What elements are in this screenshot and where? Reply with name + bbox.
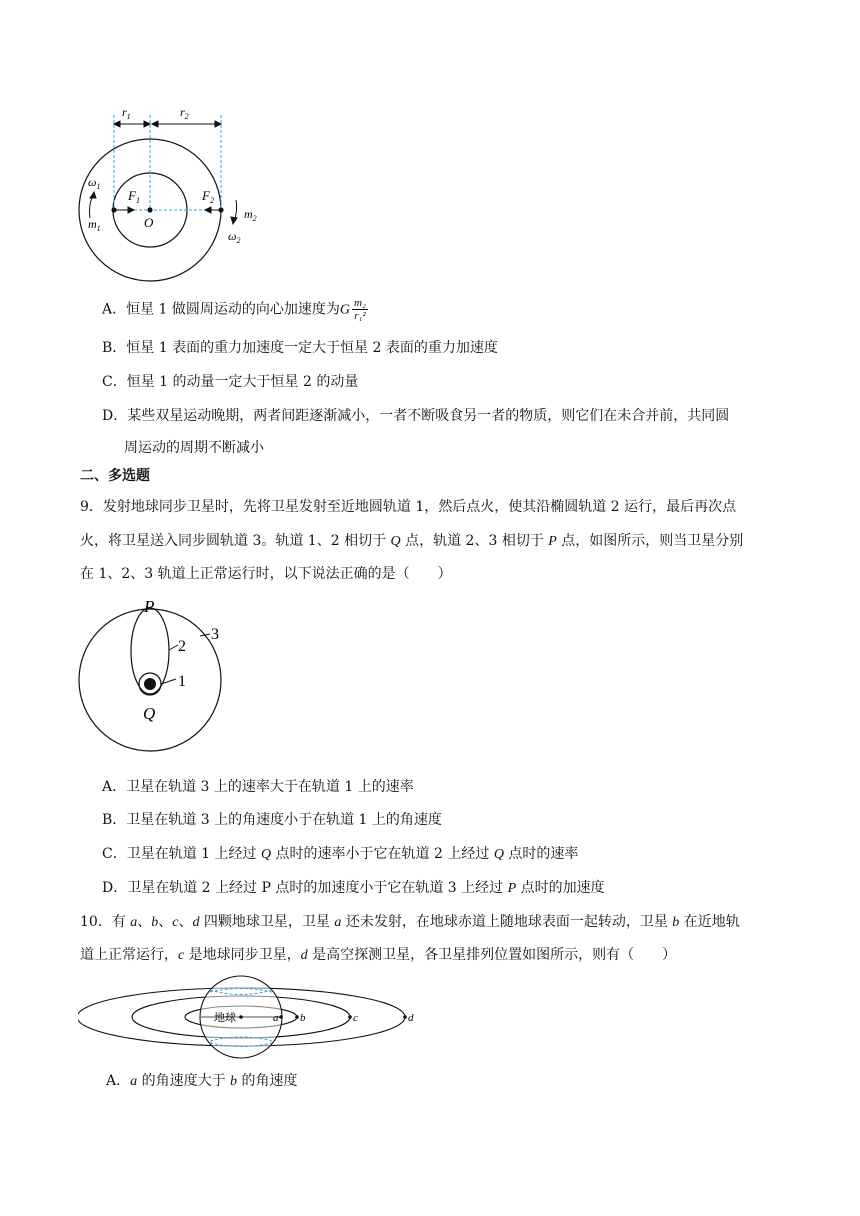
orbit-transfer-diagram	[78, 595, 248, 755]
label-b: b	[300, 1012, 306, 1024]
label-F1: F	[128, 188, 136, 203]
q8-option-d-line1: D．某些双星运动晚期，两者间距逐渐减小，一者不断吸食另一者的物质，则它们在未合并前，共同圆	[102, 408, 730, 424]
svg-text:F1: $F_1$	[128, 188, 140, 205]
label-earth: 地球	[214, 1012, 236, 1024]
label-a: a	[273, 1012, 279, 1024]
svg-text:m2: $m_2$	[244, 207, 257, 223]
label-c: c	[353, 1012, 358, 1024]
label-orbit-1: 1	[178, 673, 186, 690]
label-orbit-3: 3	[211, 626, 219, 643]
label-P: P	[144, 597, 155, 616]
svg-text:F2: $F_2$	[202, 188, 214, 205]
label-r1: r	[122, 105, 127, 119]
svg-text:ω1: $\omega_1$	[88, 175, 101, 191]
label-omega2: ω	[228, 229, 237, 243]
q8-option-c: C．恒星 1 的动量一定大于恒星 2 的动量	[102, 374, 359, 390]
label-m1: m	[88, 217, 97, 231]
label-r2: r	[180, 105, 185, 119]
q10-stem-line1: 10．有 a、b、c、d 四颗地球卫星，卫星 a 还未发射，在地球赤道上随地球表面一起转动，卫星 b 在近地轨	[80, 914, 740, 930]
binary-star-diagram	[76, 100, 276, 285]
q10-stem-line2: 道上正常运行，c 是地球同步卫星，d 是高空探测卫星，各卫星排列位置如图所示，则有（ ）	[80, 947, 677, 963]
label-orbit-2: 2	[178, 638, 186, 655]
svg-text:ω2: $\omega_2$	[228, 229, 241, 245]
fraction-m2-over-r1-squared: $\frac{\text{m₂}}{\text{r₁²}}$	[354, 297, 366, 322]
satellite-orbits-diagram	[78, 975, 418, 1060]
label-O: O	[144, 215, 154, 230]
earth-dot	[144, 678, 156, 690]
q9-option-b: B．卫星在轨道 3 上的角速度小于在轨道 1 上的角速度	[102, 812, 442, 828]
q10-option-a: A．a 的角速度大于 b 的角速度	[106, 1073, 298, 1089]
q9-option-d: D．卫星在轨道 2 上经过 P 点时的加速度小于它在轨道 3 上经过 P 点时的加速度	[102, 880, 605, 896]
label-m2: m	[244, 207, 253, 221]
q9-option-a: A．卫星在轨道 3 上的速率大于在轨道 1 上的速率	[102, 779, 414, 795]
svg-text:m1: $m_1$	[88, 217, 101, 233]
q9-stem-line2: 火，将卫星送入同步圆轨道 3。轨道 1、2 相切于 Q 点，轨道 2、3 相切于 P 点，如图所示，则当卫星分别	[80, 533, 744, 549]
q8-option-a: A．恒星 1 做圆周运动的向心加速度为G $\frac{\text{m₂}}{\text{r₁²}}$	[102, 297, 366, 322]
label-F2: F	[202, 188, 210, 203]
label-omega1: ω	[88, 175, 97, 189]
q8-option-d-line2: 周运动的周期不断减小	[124, 440, 264, 456]
q8-option-b: B．恒星 1 表面的重力加速度一定大于恒星 2 表面的重力加速度	[102, 340, 498, 356]
q9-stem-line1: 9．发射地球同步卫星时，先将卫星发射至近地圆轨道 1，然后点火，使其沿椭圆轨道 2 运行，最后再次点	[80, 499, 737, 515]
label-Q: Q	[143, 704, 156, 723]
q9-option-c: C．卫星在轨道 1 上经过 Q 点时的速率小于它在轨道 2 上经过 Q 点时的速率	[102, 846, 579, 862]
q9-stem-line3: 在 1、2、3 轨道上正常运行时，以下说法正确的是（ ）	[80, 566, 452, 582]
section-heading: 二、多选题	[80, 468, 150, 484]
svg-text:r1: $r_1$	[122, 105, 131, 121]
svg-text:r2: $r_2$	[180, 105, 189, 121]
label-d: d	[408, 1012, 414, 1024]
